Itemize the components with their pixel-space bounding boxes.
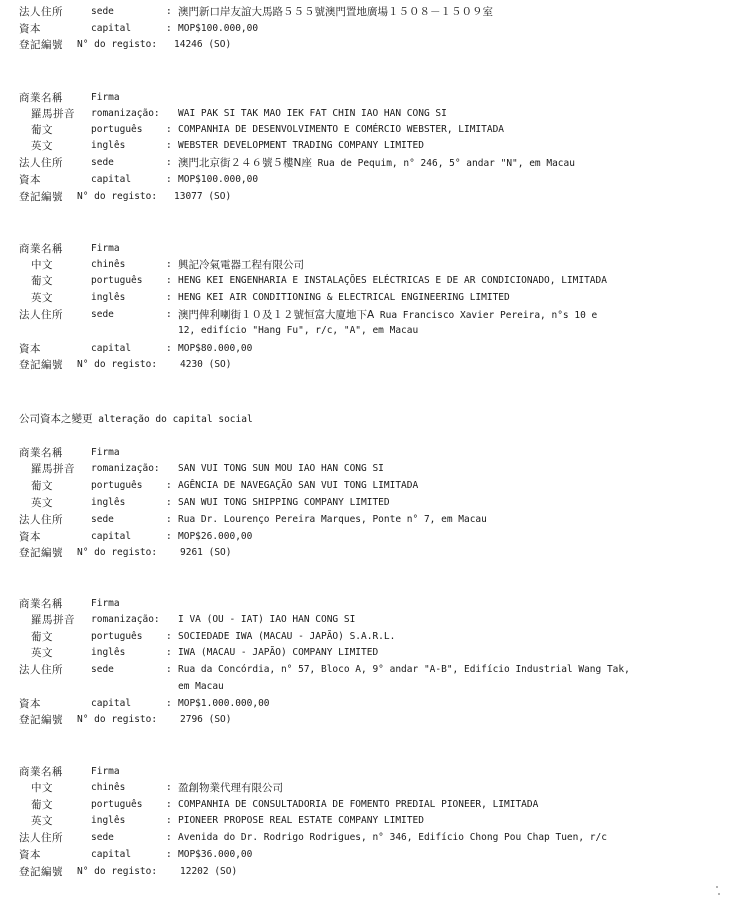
portugues-label-zh: 葡文 (31, 480, 53, 492)
separator: : (166, 124, 172, 135)
portugues-value: COMPANHIA DE DESENVOLVIMENTO E COMÉRCIO WEBSTER, LIMITADA (178, 124, 505, 135)
ingles-value: HENG KEI AIR CONDITIONING & ELECTRICAL ENGINEERING LIMITED (178, 292, 510, 303)
sede-label-pt: sede (91, 832, 114, 843)
ingles-label-zh: 英文 (31, 292, 53, 304)
capital-label-pt: capital (91, 531, 132, 542)
romanizacao-label-zh: 羅馬拼音 (31, 614, 75, 626)
capital-value: MOP$100.000,00 (178, 23, 259, 34)
separator: : (166, 849, 172, 860)
registo-label-pt: N° do registo: (77, 39, 158, 50)
capital-label-zh: 資本 (19, 174, 41, 186)
separator: : (166, 259, 172, 270)
capital-label-pt: capital (91, 23, 132, 34)
separator: : (166, 23, 172, 34)
separator: : (166, 140, 172, 151)
sede-value-cn: 澳門新口岸友誼大馬路５５５號澳門置地廣場１５０８－１５０９室 (178, 6, 493, 18)
sede-value (178, 4, 493, 21)
chines-label-zh: 中文 (31, 782, 53, 794)
chines-label-pt: chinês (91, 259, 126, 270)
sede-value-pt: Rua de Pequim, n° 246, 5° andar "N", em Macau (311, 158, 575, 169)
sede-label-zh: 法人住所 (19, 514, 63, 526)
ingles-value: PIONEER PROPOSE REAL ESTATE COMPANY LIMITED (178, 815, 424, 826)
portugues-value: HENG KEI ENGENHARIA E INSTALAÇÕES ELÉCTRICAS E DE AR CONDICIONADO, LIMITADA (178, 275, 607, 286)
capital-label-zh: 資本 (19, 698, 41, 710)
romanizacao-label-pt: romanização: (91, 614, 160, 625)
ingles-label-pt: inglês (91, 140, 126, 151)
romanizacao-label-pt: romanização: (91, 463, 160, 474)
chines-value (178, 780, 283, 797)
portugues-label-zh: 葡文 (31, 631, 53, 643)
ingles-label-pt: inglês (91, 497, 126, 508)
romanizacao-value: WAI PAK SI TAK MAO IEK FAT CHIN IAO HAN CONG SI (178, 108, 447, 119)
sede-label-pt: sede (91, 6, 114, 17)
firma-label-pt: Firma (91, 243, 120, 254)
sede-value-line2: em Macau (178, 681, 224, 692)
capital-label-zh: 資本 (19, 531, 41, 543)
registo-label-zh: 登記編號 (19, 359, 63, 371)
capital-value: MOP$36.000,00 (178, 849, 253, 860)
sede-value-pt: Rua Francisco Xavier Pereira, n°s 10 e (374, 310, 598, 321)
capital-label-pt: capital (91, 849, 132, 860)
separator: : (166, 157, 172, 168)
section-heading (19, 411, 253, 427)
separator: : (166, 647, 172, 658)
separator: : (166, 698, 172, 709)
sede-label-zh: 法人住所 (19, 6, 63, 18)
firma-label-pt: Firma (91, 92, 120, 103)
registo-label-pt: N° do registo: (77, 359, 158, 370)
chines-label-zh: 中文 (31, 259, 53, 271)
sede-value: Avenida do Dr. Rodrigo Rodrigues, n° 346, Edifício Chong Pou Chap Tuen, r/c (178, 832, 607, 843)
registo-label-zh: 登記編號 (19, 866, 63, 878)
sede-value-cn: 澳門北京街２４６號５樓N座 (178, 157, 312, 169)
separator: : (166, 480, 172, 491)
ingles-label-pt: inglês (91, 815, 126, 826)
ingles-value: IWA (MACAU - JAPÃO) COMPANY LIMITED (178, 647, 379, 658)
ingles-label-zh: 英文 (31, 815, 53, 827)
registo-label-pt: N° do registo: (77, 191, 158, 202)
separator: : (166, 343, 172, 354)
chines-value-text: 興記冷氣電器工程有限公司 (178, 259, 304, 271)
romanizacao-label-pt: romanização: (91, 108, 160, 119)
sede-label-zh: 法人住所 (19, 664, 63, 676)
firma-label-pt: Firma (91, 447, 120, 458)
sede-label-zh: 法人住所 (19, 309, 63, 321)
firma-label-zh: 商業名稱 (19, 92, 63, 104)
separator: : (166, 174, 172, 185)
sede-label-pt: sede (91, 514, 114, 525)
separator: : (166, 664, 172, 675)
chines-label-pt: chinês (91, 782, 126, 793)
capital-value: MOP$26.000,00 (178, 531, 253, 542)
registo-label-pt: N° do registo: (77, 866, 158, 877)
sede-label-zh: 法人住所 (19, 157, 63, 169)
portugues-value: COMPANHIA DE CONSULTADORIA DE FOMENTO PREDIAL PIONEER, LIMITADA (178, 799, 539, 810)
registo-value: 2796 (SO) (180, 714, 232, 725)
capital-label-zh: 資本 (19, 849, 41, 861)
separator: : (166, 309, 172, 320)
firma-label-zh: 商業名稱 (19, 598, 63, 610)
romanizacao-value: I VA (OU - IAT) IAO HAN CONG SI (178, 614, 356, 625)
registo-value: 14246 (SO) (174, 39, 232, 50)
registo-value: 13077 (SO) (174, 191, 232, 202)
ingles-label-zh: 英文 (31, 140, 53, 152)
capital-value: MOP$80.000,00 (178, 343, 253, 354)
capital-value: MOP$1.000.000,00 (178, 698, 270, 709)
separator: : (166, 6, 172, 17)
separator: : (166, 799, 172, 810)
registo-label-zh: 登記編號 (19, 191, 63, 203)
portugues-label-pt: português (91, 480, 143, 491)
portugues-label-pt: português (91, 124, 143, 135)
sede-value-cn: 澳門俾利喇街１０及１２號恒富大廈地下A (178, 309, 375, 321)
separator: : (166, 497, 172, 508)
firma-label-pt: Firma (91, 766, 120, 777)
capital-value: MOP$100.000,00 (178, 174, 259, 185)
capital-label-zh: 資本 (19, 23, 41, 35)
ingles-label-zh: 英文 (31, 647, 53, 659)
ingles-label-pt: inglês (91, 647, 126, 658)
capital-label-pt: capital (91, 343, 132, 354)
separator: : (166, 782, 172, 793)
sede-value: Rua Dr. Lourenço Pereira Marques, Ponte n° 7, em Macau (178, 514, 487, 525)
sede-label-pt: sede (91, 309, 114, 320)
firma-label-zh: 商業名稱 (19, 243, 63, 255)
chines-value (178, 257, 304, 274)
sede-value (178, 307, 597, 324)
capital-label-zh: 資本 (19, 343, 41, 355)
firma-label-pt: Firma (91, 598, 120, 609)
separator: : (166, 531, 172, 542)
registo-label-zh: 登記編號 (19, 547, 63, 559)
ingles-label-pt: inglês (91, 292, 126, 303)
section-heading-zh: 公司資本之變更 (19, 413, 93, 425)
portugues-label-pt: português (91, 275, 143, 286)
sede-label-zh: 法人住所 (19, 832, 63, 844)
chines-value-text: 盈創物業代理有限公司 (178, 782, 283, 794)
sede-label-pt: sede (91, 157, 114, 168)
portugues-label-pt: português (91, 799, 143, 810)
portugues-label-pt: português (91, 631, 143, 642)
romanizacao-value: SAN VUI TONG SUN MOU IAO HAN CONG SI (178, 463, 384, 474)
portugues-label-zh: 葡文 (31, 275, 53, 287)
portugues-value: AGÊNCIA DE NAVEGAÇÃO SAN VUI TONG LIMITADA (178, 480, 419, 491)
section-heading-pt: alteração do capital social (98, 414, 253, 425)
separator: : (166, 631, 172, 642)
romanizacao-label-zh: 羅馬拼音 (31, 108, 75, 120)
ingles-label-zh: 英文 (31, 497, 53, 509)
ingles-value: WEBSTER DEVELOPMENT TRADING COMPANY LIMITED (178, 140, 424, 151)
registo-value: 9261 (SO) (180, 547, 232, 558)
registo-value: 4230 (SO) (180, 359, 232, 370)
firma-label-zh: 商業名稱 (19, 447, 63, 459)
capital-label-pt: capital (91, 174, 132, 185)
registo-label-pt: N° do registo: (77, 714, 158, 725)
registo-label-zh: 登記編號 (19, 39, 63, 51)
separator: : (166, 514, 172, 525)
firma-label-zh: 商業名稱 (19, 766, 63, 778)
portugues-value: SOCIEDADE IWA (MACAU - JAPÃO) S.A.R.L. (178, 631, 396, 642)
registo-label-zh: 登記編號 (19, 714, 63, 726)
sede-value: Rua da Concórdia, n° 57, Bloco A, 9° andar "A-B", Edifício Industrial Wang Tak, (178, 664, 630, 675)
portugues-label-zh: 葡文 (31, 124, 53, 136)
capital-label-pt: capital (91, 698, 132, 709)
sede-value-line2: 12, edifício "Hang Fu", r/c, "A", em Macau (178, 325, 419, 336)
separator: : (166, 292, 172, 303)
separator: : (166, 275, 172, 286)
registo-label-pt: N° do registo: (77, 547, 158, 558)
separator: : (166, 815, 172, 826)
romanizacao-label-zh: 羅馬拼音 (31, 463, 75, 475)
scan-speck (716, 886, 718, 888)
portugues-label-zh: 葡文 (31, 799, 53, 811)
sede-value (178, 155, 575, 172)
registo-value: 12202 (SO) (180, 866, 238, 877)
ingles-value: SAN WUI TONG SHIPPING COMPANY LIMITED (178, 497, 390, 508)
separator: : (166, 832, 172, 843)
scan-speck (718, 893, 720, 895)
sede-label-pt: sede (91, 664, 114, 675)
